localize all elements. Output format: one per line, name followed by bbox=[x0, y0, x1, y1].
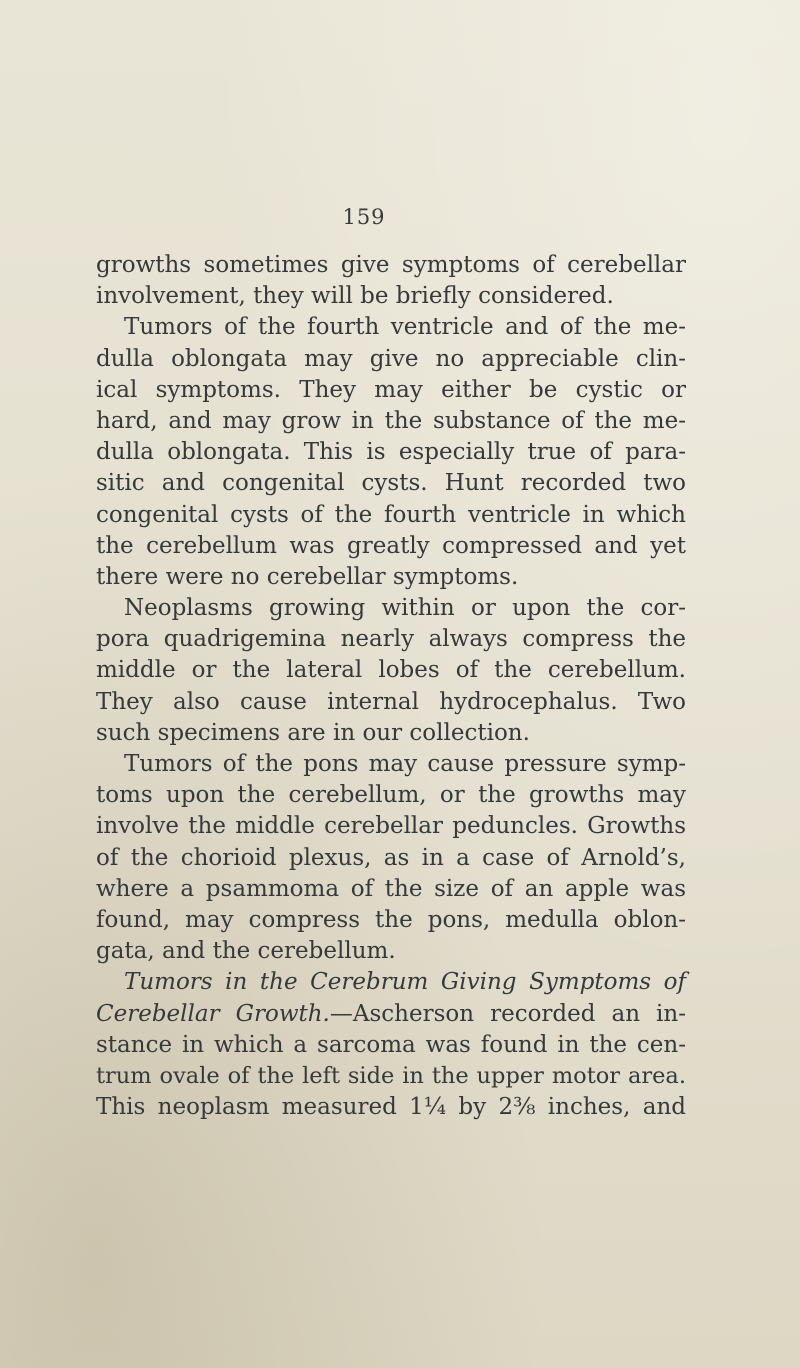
text-line: involvement, they will be briefly considered. bbox=[96, 283, 614, 310]
text-line: gata, and the cerebellum. bbox=[96, 938, 396, 965]
text-line: the cerebellum was greatly compressed and yet bbox=[96, 532, 686, 559]
text-line: trum ovale of the left side in the upper motor area. bbox=[96, 1062, 686, 1089]
section-heading-line bbox=[96, 999, 686, 1030]
paragraph-start-line: Tumors of the fourth ventricle and of the me- bbox=[124, 314, 686, 341]
text-line: middle or the lateral lobes of the cerebellum. bbox=[96, 657, 686, 684]
text-line: sitic and congenital cysts. Hunt recorded two bbox=[96, 470, 686, 497]
text-line: dulla oblongata. This is especially true of para- bbox=[96, 439, 686, 466]
section-heading-italic: Tumors in the Cerebrum Giving Symptoms of bbox=[124, 969, 686, 996]
section-heading-line bbox=[96, 967, 686, 998]
text-line: involve the middle cerebellar peduncles. Growths bbox=[96, 813, 686, 840]
body-text bbox=[96, 250, 686, 1123]
text-line: hard, and may grow in the substance of the me- bbox=[96, 407, 686, 434]
section-heading-rest: —Ascherson recorded an in- bbox=[329, 1000, 686, 1027]
section-heading-italic-cont: Cerebellar Growth. bbox=[96, 1000, 330, 1027]
text-line: pora quadrigemina nearly always compress the bbox=[96, 626, 686, 653]
paragraph-start-line: Neoplasms growing within or upon the cor- bbox=[124, 595, 686, 622]
text-line: dulla oblongata may give no appreciable clin- bbox=[96, 345, 686, 372]
text-line: of the chorioid plexus, as in a case of Arnold’s, bbox=[96, 844, 686, 871]
text-line: ical symptoms. They may either be cystic or bbox=[96, 376, 686, 403]
text-line: congenital cysts of the fourth ventricle in which bbox=[96, 501, 686, 528]
text-line: where a psammoma of the size of an apple was bbox=[96, 875, 686, 902]
text-line: They also cause internal hydrocephalus. Two bbox=[96, 688, 686, 715]
text-line: stance in which a sarcoma was found in the cen- bbox=[96, 1031, 686, 1058]
text-line: This neoplasm measured 1¼ by 2⅜ inches, and bbox=[96, 1094, 686, 1121]
text-line: toms upon the cerebellum, or the growths may bbox=[96, 782, 686, 809]
text-line: growths sometimes give symptoms of cerebellar bbox=[96, 252, 686, 278]
page-number: 159 bbox=[342, 205, 386, 229]
paragraph-start-line: Tumors of the pons may cause pressure symp- bbox=[124, 751, 686, 777]
text-line: there were no cerebellar symptoms. bbox=[96, 563, 519, 590]
text-line: such specimens are in our collection. bbox=[96, 719, 530, 746]
text-line: found, may compress the pons, medulla oblon- bbox=[96, 906, 686, 933]
